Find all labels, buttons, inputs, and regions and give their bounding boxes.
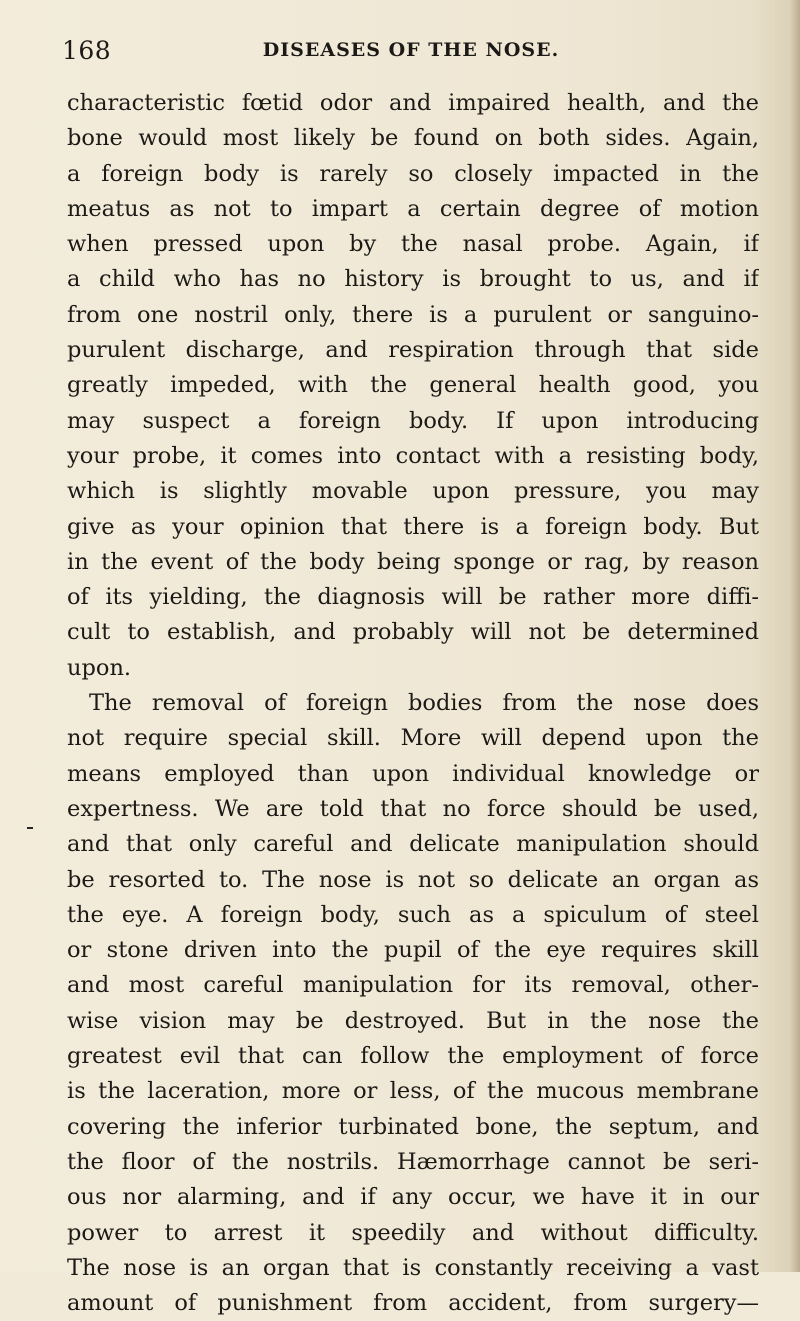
text-line: wise vision may be destroyed. But in the nose the xyxy=(67,1007,759,1034)
text-line: may suspect a foreign body. If upon introducing xyxy=(67,407,759,434)
text-line: give as your opinion that there is a foreign body. But xyxy=(67,513,759,540)
text-line: and that only careful and delicate manipulation should xyxy=(67,831,759,858)
text-line: cult to establish, and probably will not be determined xyxy=(67,619,759,646)
text-line: covering the inferior turbinated bone, the septum, and xyxy=(67,1113,759,1140)
text-line: bone would most likely be found on both sides. Again, xyxy=(67,125,759,152)
text-line: power to arrest it speedily and without difficulty. xyxy=(67,1219,759,1246)
text-line: not require special skill. More will depend upon the xyxy=(67,725,759,752)
text-line: in the event of the body being sponge or rag, by reason xyxy=(67,548,759,575)
text-line: characteristic fœtid odor and impaired health, and the xyxy=(67,90,759,116)
page-number: 168 xyxy=(62,36,112,65)
text-line: ous nor alarming, and if any occur, we have it in our xyxy=(67,1184,759,1211)
body-text xyxy=(67,86,759,1321)
text-line: a child who has no history is brought to us, and if xyxy=(67,266,759,293)
text-line: a foreign body is rarely so closely impacted in the xyxy=(67,160,759,187)
text-line: which is slightly movable upon pressure, you may xyxy=(67,478,759,505)
text-line: your probe, it comes into contact with a resisting body, xyxy=(67,442,759,469)
text-line: or stone driven into the pupil of the eye requires skill xyxy=(67,937,759,964)
paragraph-end-line: upon. xyxy=(67,654,132,681)
text-line: from one nostril only, there is a purulent or sanguino- xyxy=(67,301,759,328)
text-line: amount of punishment from accident, from surgery— xyxy=(67,1290,759,1317)
text-line: The nose is an organ that is constantly receiving a vast xyxy=(67,1254,759,1281)
running-head xyxy=(62,36,760,66)
text-line: be resorted to. The nose is not so delicate an organ as xyxy=(67,866,759,893)
margin-mark xyxy=(27,827,33,829)
text-line: the eye. A foreign body, such as a spiculum of steel xyxy=(67,901,759,928)
page-edge-shadow xyxy=(790,0,800,1272)
running-title: DISEASES OF THE NOSE. xyxy=(262,39,560,61)
text-line: expertness. We are told that no force should be used, xyxy=(67,795,759,822)
text-line: greatest evil that can follow the employment of force xyxy=(67,1043,759,1070)
text-line: meatus as not to impart a certain degree of motion xyxy=(67,195,759,222)
text-line: is the laceration, more or less, of the mucous membrane xyxy=(67,1078,759,1105)
text-line: and most careful manipulation for its removal, other- xyxy=(67,972,759,999)
text-line: purulent discharge, and respiration through that side xyxy=(67,337,759,364)
text-line: the floor of the nostrils. Hæmorrhage cannot be seri- xyxy=(67,1148,759,1175)
paragraph-first-line: The removal of foreign bodies from the nose does xyxy=(89,690,759,717)
text-line: when pressed upon by the nasal probe. Again, if xyxy=(67,231,759,258)
text-line: means employed than upon individual knowledge or xyxy=(67,760,759,787)
text-line: greatly impeded, with the general health good, you xyxy=(67,372,759,399)
text-line: of its yielding, the diagnosis will be rather more diffi- xyxy=(67,584,759,611)
